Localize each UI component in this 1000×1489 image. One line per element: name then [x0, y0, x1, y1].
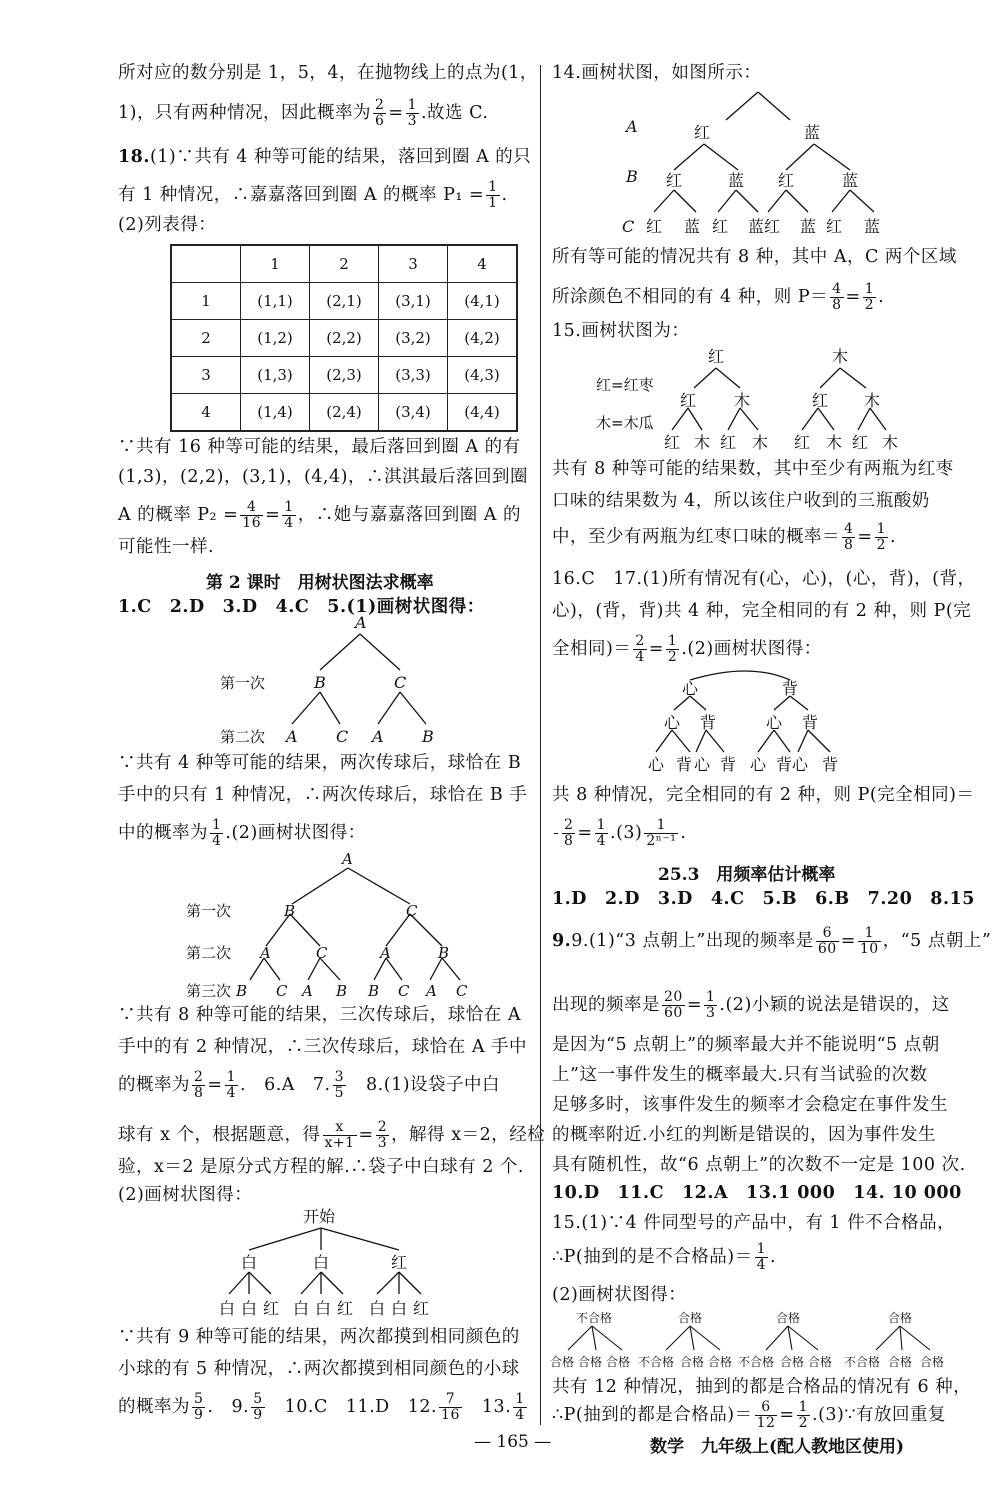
fraction: $\frac{1}{3}$	[407, 97, 417, 129]
tree-node: 背	[700, 713, 717, 732]
text-line: 15.画树状图为：	[552, 321, 690, 341]
tree-node: 木	[882, 433, 899, 452]
tree-node: B	[438, 944, 450, 962]
text-line: 的概率附近.小红的判断是错误的，因为事件发生	[552, 1125, 937, 1145]
tree-node: C	[276, 982, 288, 1000]
text-line: 共 8 种情况，完全相同的有 2 种，则 P(完全相同)＝	[552, 785, 975, 805]
tree-node: 心	[750, 755, 767, 774]
text-line: 可能性一样.	[118, 537, 215, 557]
tree-node: 合格	[776, 1311, 801, 1325]
fraction: $\frac{6}{60}$	[817, 925, 837, 957]
tree-node: 木	[734, 391, 751, 410]
text-line: ∵共有 4 种等可能的结果，两次传球后，球恰在 B	[118, 753, 522, 773]
tree-node: B	[368, 982, 380, 1000]
fraction: $\frac{1}{1}$	[488, 179, 498, 211]
text-line: ∴P(抽到的都是合格品)＝ $\frac{6}{12}$ = $\frac{1}{2}$ .(3)∵有放回重复	[552, 1399, 946, 1431]
tree-node: A	[260, 944, 271, 962]
fraction: $\frac{2}{6}$	[374, 97, 385, 129]
text-line: 全相同)＝ $\frac{2}{4}$ = $\frac{1}{2}$ .(2)画树状图得：	[552, 633, 822, 665]
tree-node: 红	[263, 1299, 280, 1318]
tree-level-label: 第一次	[186, 902, 232, 920]
text-line: 的概率为 $\frac{5}{9}$ . 9. $\frac{5}{9}$ 10.C 11.D 12. $\frac{7}{16}$ 13. $\frac{1}{4}$	[118, 1391, 525, 1423]
tree-node: 背	[802, 713, 819, 732]
tree-node: 红	[778, 171, 795, 190]
tree-node: 白	[241, 1299, 258, 1318]
tree-level-label: 第二次	[186, 944, 232, 962]
tree-diagram-f	[640, 666, 860, 782]
tree-node: 红	[764, 217, 781, 236]
fraction: $\frac{1}{4}$	[212, 817, 222, 849]
tree-diagram-g	[548, 1310, 952, 1376]
text-line: ∵共有 9 种等可能的结果，两次都摸到相同颜色的	[118, 1327, 520, 1347]
tree-node: 红	[720, 433, 737, 452]
section-heading: 第 2 课时 用树状图法求概率	[206, 573, 434, 593]
answer-line: 1.D 2.D 3.D 4.C 5.B 6.B 7.20 8.15	[552, 889, 975, 909]
text-line: 的概率为 $\frac{2}{8}$ = $\frac{1}{4}$ . 6.A 7. $\frac{3}{5}$ 8.(1)设袋子中白	[118, 1069, 501, 1101]
tree-level-label: 第二次	[220, 728, 266, 746]
tree-node: 心	[664, 713, 681, 732]
tree-node: 红	[391, 1253, 408, 1272]
tree-node: 蓝	[684, 217, 701, 236]
text-line: (2)画树状图得：	[118, 1185, 253, 1205]
text-line: 9.9.(1)“3 点朝上”出现的频率是 $\frac{6}{60}$ = $\frac{1}{10}$ ，“5 点朝上”	[552, 925, 992, 957]
table-row: 2 (1,2) (2,2) (3,2) (4,2)	[171, 320, 517, 357]
tree-diagram-a	[200, 612, 460, 756]
tree-node: 合格	[888, 1355, 913, 1369]
fraction: $\frac{6}{12}$	[756, 1399, 776, 1431]
tree-node: B	[336, 982, 348, 1000]
tree-node: A	[372, 727, 384, 746]
fraction: $\frac{1}{4}$	[596, 817, 607, 849]
tree-level-label: B	[626, 167, 638, 186]
tree-node: 蓝	[804, 123, 821, 142]
tree-node: 红	[712, 217, 729, 236]
tree-node: 合格	[808, 1355, 833, 1369]
text-line: 所有等可能的情况共有 8 种，其中 A，C 两个区域	[552, 247, 957, 267]
tree-diagram-c	[215, 1206, 445, 1322]
tree-node: C	[394, 673, 407, 692]
tree-node: B	[314, 673, 326, 692]
tree-node: 红	[413, 1299, 430, 1318]
text-line: 是因为“5 点朝上”的频率最大并不能说明“5 点朝	[552, 1035, 940, 1055]
text-line: 中的概率为 $\frac{1}{4}$ .(2)画树状图得：	[118, 817, 366, 849]
tree-node: 合格	[920, 1355, 945, 1369]
tree-node: 不合格	[844, 1355, 881, 1369]
text-line: 共有 12 种情况，抽到的都是合格品的情况有 6 种，	[552, 1377, 972, 1397]
fraction	[554, 833, 558, 834]
tree-node: 红	[666, 171, 683, 190]
fraction: $\frac{4}{16}$	[242, 499, 262, 531]
tree-node: 背	[822, 755, 839, 774]
text-line: 手中的只有 1 种情况，∴两次传球后，球恰在 B 手	[118, 785, 528, 805]
fraction: $\frac{1}{10}$	[859, 925, 879, 957]
text-line: 16.C 17.(1)所有情况有(心，心)，(心，背)，(背，	[552, 569, 976, 589]
tree-node: 蓝	[864, 217, 881, 236]
fraction: $\frac{2}{8}$	[194, 1069, 204, 1101]
tree-level-label: A	[626, 117, 638, 136]
tree-node: 红	[812, 391, 829, 410]
tree-node: 白	[369, 1299, 386, 1318]
tree-node: 木	[694, 433, 711, 452]
table-row: 4 (1,4) (2,4) (3,4) (4,4)	[171, 394, 517, 432]
tree-node: 背	[782, 679, 799, 698]
tree-node: A	[342, 850, 353, 868]
tree-node: A	[302, 982, 313, 1000]
tree-node: C	[398, 982, 410, 1000]
tree-node: 不合格	[638, 1355, 675, 1369]
result-table	[170, 244, 518, 432]
fraction: $\frac{1}{2}$	[876, 521, 887, 553]
tree-node: 心	[682, 679, 699, 698]
tree-node: 白	[241, 1253, 258, 1272]
tree-node: C	[316, 944, 328, 962]
tree-node: 合格	[888, 1311, 913, 1325]
text-line: ∵共有 8 种等可能的结果，三次传球后，球恰在 A	[118, 1005, 521, 1025]
text-line: 有 1 种情况，∴嘉嘉落回到圈 A 的概率 P₁ = $\frac{1}{1}$ .	[118, 179, 508, 211]
tree-node: 木	[826, 433, 843, 452]
tree-node: 木	[864, 391, 881, 410]
text-line: 心)，(背，背)共 4 种，完全相同的有 2 种，则 P(完	[552, 601, 972, 621]
tree-node: 心	[792, 755, 809, 774]
text-line: 足够多时，该事件发生的频率才会稳定在事件发生	[552, 1095, 948, 1115]
text-line: $\frac{2}{8}$ = $\frac{1}{4}$ .(3) $\frac{1}{\text{2ⁿ⁻¹}}$ .	[552, 818, 686, 849]
tree-node: 合格	[550, 1355, 575, 1369]
tree-node: 白	[391, 1299, 408, 1318]
fraction: $\frac{5}{9}$	[194, 1391, 204, 1423]
table-row: 1 2 3 4	[171, 245, 517, 283]
fraction: $\frac{1}{4}$	[226, 1069, 237, 1101]
text-line: A 的概率 P₂ = $\frac{4}{16}$ = $\frac{1}{4}$ ，∴她与嘉嘉落回到圈 A 的	[118, 499, 521, 531]
tree-diagram-e	[590, 346, 910, 458]
text-line: (2)画树状图得：	[552, 1285, 687, 1305]
text-line: 共有 8 种等可能的结果数，其中至少有两瓶为红枣	[552, 459, 954, 479]
tree-node: C	[336, 727, 349, 746]
text-line: 18.(1)∵共有 4 种等可能的结果，落回到圈 A 的只	[118, 147, 532, 167]
legend-text: 红=红枣	[596, 376, 654, 394]
tree-node: B	[422, 727, 434, 746]
text-line: 具有随机性，故“6 点朝上”的次数不一定是 100 次.	[552, 1155, 966, 1175]
tree-diagram-d	[618, 88, 898, 244]
tree-node: 心	[766, 713, 783, 732]
fraction: $\frac{1}{3}$	[706, 989, 716, 1021]
tree-node: 红	[794, 433, 811, 452]
tree-node: 心	[694, 755, 711, 774]
fraction: $\frac{5}{9}$	[253, 1391, 263, 1423]
tree-node: 红	[852, 433, 869, 452]
tree-level-label: 第三次	[186, 982, 232, 1000]
answer-line: 10.D 11.C 12.A 13.1 000 14. 10 000	[552, 1183, 962, 1203]
fraction: $\frac{2}{3}$	[377, 1119, 388, 1151]
text-line: 所对应的数分别是 1，5，4，在抛物线上的点为(1，	[118, 63, 538, 83]
tree-node: 红	[680, 391, 697, 410]
text-line: 小球的有 5 种情况，∴两次都摸到相同颜色的小球	[118, 1359, 520, 1379]
tree-node: 红	[694, 123, 711, 142]
section-heading: 25.3 用频率估计概率	[658, 865, 836, 885]
tree-node: 白	[313, 1253, 330, 1272]
tree-node: A	[286, 727, 298, 746]
tree-node: 木	[832, 347, 849, 366]
book-subject: 数学 九年级上(配人教地区使用)	[650, 1437, 905, 1457]
text-line: 15.(1)∵4 件同型号的产品中，有 1 件不合格品，	[552, 1213, 956, 1233]
tree-node: 不合格	[576, 1311, 613, 1325]
tree-node: 蓝	[842, 171, 859, 190]
tree-node: 白	[219, 1299, 236, 1318]
tree-node: 背	[676, 755, 693, 774]
tree-node: 合格	[606, 1355, 631, 1369]
tree-node: 不合格	[738, 1355, 775, 1369]
tree-node: 木	[752, 433, 769, 452]
fraction: $\frac{1}{\text{2ⁿ⁻¹}}$	[646, 817, 677, 849]
tree-node: A	[355, 613, 367, 632]
tree-node: 白	[293, 1299, 310, 1318]
text-line: ∴P(抽到的是不合格品)＝ $\frac{1}{4}$ .	[552, 1241, 777, 1273]
tree-node: 白	[315, 1299, 332, 1318]
fraction: $\frac{1}{2}$	[667, 633, 678, 665]
text-line: 14.画树状图，如图所示：	[552, 63, 762, 83]
fraction: $\frac{x}{x+1}$	[324, 1119, 355, 1151]
tree-level-label: C	[622, 217, 635, 236]
text-line: ∵共有 16 种等可能的结果，最后落回到圈 A 的有	[118, 437, 521, 457]
tree-node: 红	[337, 1299, 354, 1318]
fraction: $\frac{2}{8}$	[564, 817, 574, 849]
column-divider	[540, 65, 541, 1425]
tree-node: 蓝	[748, 217, 765, 236]
text-line: 球有 x 个，根据题意，得 $\frac{x}{x+1}$ = $\frac{2}{3}$ ，解得 x＝2，经检	[118, 1119, 546, 1151]
table-row: 3 (1,3) (2,3) (3,3) (4,3)	[171, 357, 517, 394]
tree-node: 蓝	[728, 171, 745, 190]
text-line: 中，至少有两瓶为红枣口味的概率＝ $\frac{4}{8}$ = $\frac{1}{2}$ .	[552, 521, 897, 553]
tree-node: 合格	[780, 1355, 805, 1369]
text-line: 1)，只有两种情况，因此概率为 $\frac{2}{6}$ = $\frac{1}{3}$ .故选 C.	[118, 97, 489, 129]
tree-node: 红	[708, 347, 725, 366]
fraction: $\frac{1}{4}$	[756, 1241, 766, 1273]
tree-node: B	[284, 902, 296, 920]
fraction: $\frac{4}{8}$	[832, 281, 842, 313]
tree-node: 红	[646, 217, 663, 236]
text-line: 所涂颜色不相同的有 4 种，则 P＝ $\frac{4}{8}$ = $\frac{1}{2}$ .	[552, 281, 885, 313]
tree-diagram-b	[180, 850, 480, 1002]
fraction: $\frac{1}{2}$	[798, 1399, 808, 1431]
tree-node: 红	[826, 217, 843, 236]
tree-node: 开始	[303, 1207, 336, 1226]
tree-node: A	[380, 944, 391, 962]
fraction: $\frac{3}{5}$	[334, 1069, 345, 1101]
tree-node: 心	[648, 755, 665, 774]
tree-node: 蓝	[800, 217, 817, 236]
tree-node: 背	[776, 755, 793, 774]
text-line: 验，x＝2 是原分式方程的解.∴袋子中白球有 2 个.	[118, 1157, 524, 1177]
tree-node: 合格	[708, 1355, 733, 1369]
fraction: $\frac{20}{60}$	[664, 989, 683, 1021]
tree-node: 合格	[578, 1355, 603, 1369]
tree-node: A	[426, 982, 437, 1000]
text-line: (2)列表得：	[118, 215, 217, 235]
table-row: 1 (1,1) (2,1) (3,1) (4,1)	[171, 283, 517, 320]
fraction: $\frac{1}{2}$	[864, 281, 875, 313]
page-number: — 165 —	[474, 1432, 552, 1452]
tree-node: C	[456, 982, 468, 1000]
tree-node: B	[236, 982, 248, 1000]
legend-text: 木=木瓜	[596, 414, 654, 432]
text-line: 出现的频率是 $\frac{20}{60}$ = $\frac{1}{3}$ .(2)小颖的说法是错误的，这	[552, 989, 950, 1021]
text-line: (1,3)，(2,2)，(3,1)，(4,4)，∴淇淇最后落回到圈	[118, 467, 528, 487]
tree-node: 背	[720, 755, 737, 774]
tree-node: C	[406, 902, 418, 920]
answer-line: 1.C 2.D 3.D 4.C 5.(1)画树状图得：	[118, 597, 485, 617]
fraction: $\frac{4}{8}$	[844, 521, 854, 553]
tree-node: 合格	[678, 1311, 703, 1325]
tree-node: 合格	[680, 1355, 705, 1369]
text-line: 上”这一事件发生的概率最大.只有当试验的次数	[552, 1065, 928, 1085]
tree-node: 红	[664, 433, 681, 452]
text-line: 手中的有 2 种情况，∴三次传球后，球恰在 A 手中	[118, 1037, 528, 1057]
text-line: 口味的结果数为 4，所以该住户收到的三瓶酸奶	[552, 491, 930, 511]
tree-level-label: 第一次	[220, 674, 266, 692]
fraction: $\frac{1}{4}$	[284, 499, 294, 531]
fraction: $\frac{7}{16}$	[441, 1391, 460, 1423]
fraction: $\frac{1}{4}$	[515, 1391, 525, 1423]
fraction: $\frac{2}{4}$	[635, 633, 645, 665]
